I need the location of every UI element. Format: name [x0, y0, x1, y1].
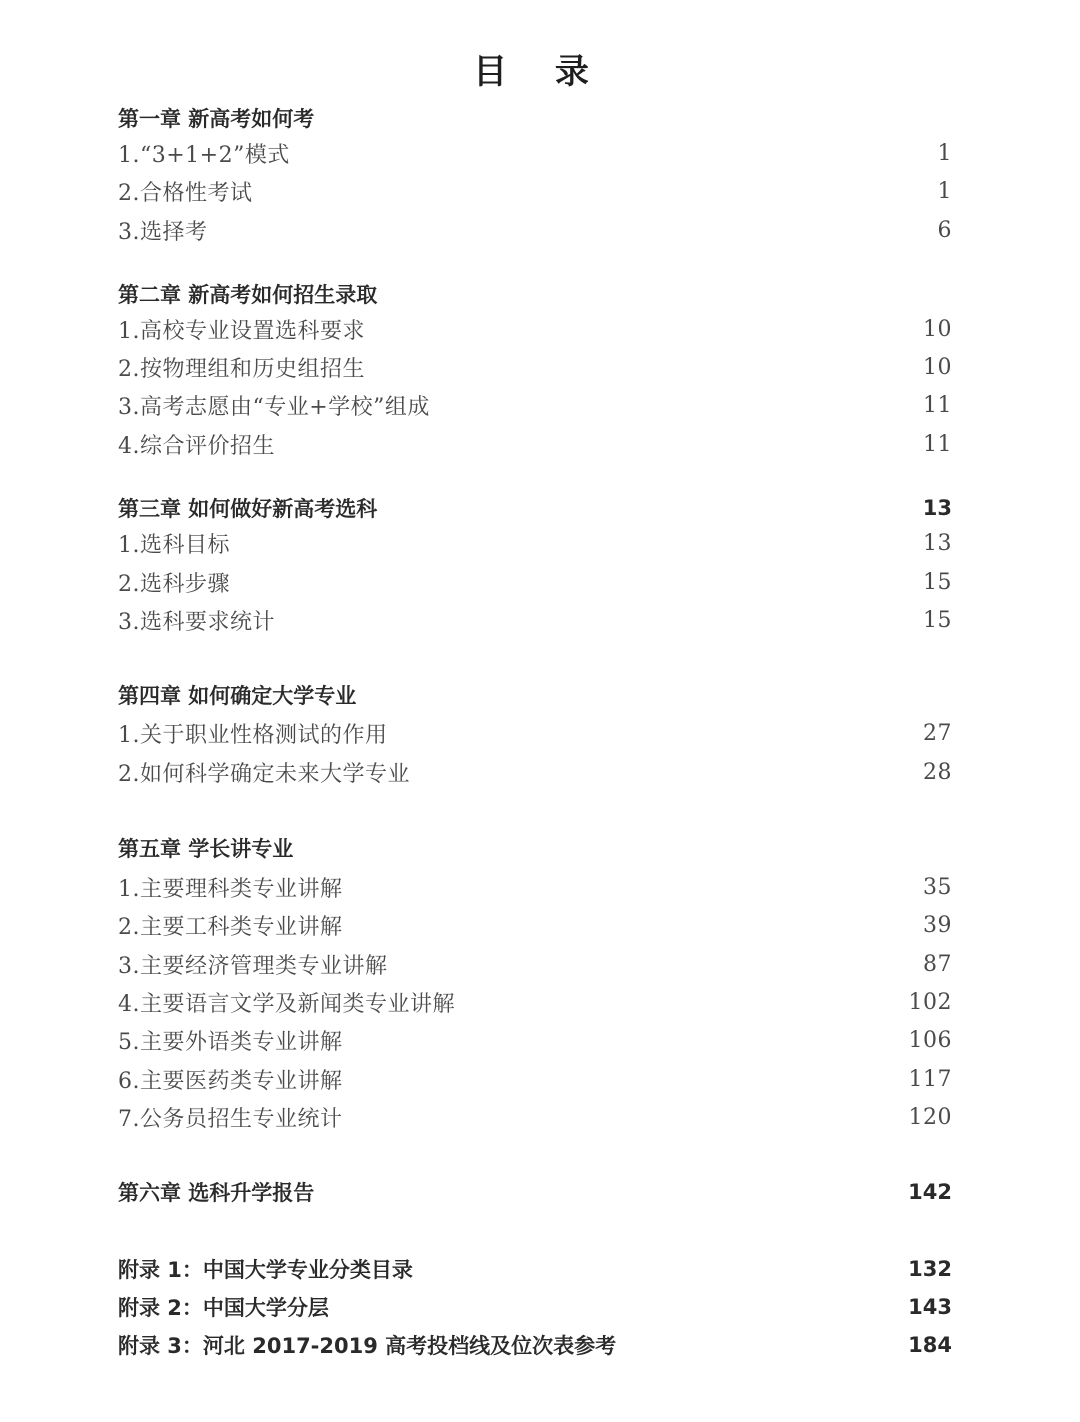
toc-page-number: 27	[923, 720, 952, 746]
toc-label: 第五章 学长讲专业	[118, 837, 294, 861]
toc-label: 第一章 新高考如何考	[118, 107, 315, 131]
toc-label: 附录 3：河北 2017-2019 高考投档线及位次表参考	[118, 1334, 617, 1358]
toc-page-number: 11	[923, 392, 952, 418]
chapter-heading	[118, 491, 952, 525]
toc-item	[118, 565, 952, 599]
toc-page-number: 10	[923, 316, 952, 342]
toc-item	[118, 870, 952, 904]
toc-label: 1.选科目标	[118, 532, 230, 558]
toc-label: 附录 2：中国大学分层	[118, 1296, 329, 1320]
toc-label: 1.主要理科类专业讲解	[118, 876, 343, 902]
chapter-heading	[118, 1175, 952, 1209]
toc-page-number: 39	[923, 912, 952, 938]
toc-item	[118, 526, 952, 560]
toc-label: 第三章 如何做好新高考选科	[118, 497, 378, 521]
toc-label: 第四章 如何确定大学专业	[118, 684, 357, 708]
toc-label: 4.主要语言文学及新闻类专业讲解	[118, 991, 455, 1017]
toc-item	[118, 312, 952, 346]
toc-page-number: 120	[908, 1104, 952, 1130]
toc-label: 附录 1：中国大学专业分类目录	[118, 1258, 413, 1282]
toc-item	[118, 908, 952, 942]
toc-label: 1.关于职业性格测试的作用	[118, 722, 388, 748]
toc-page-number: 132	[908, 1257, 952, 1281]
toc-label: 1.高校专业设置选科要求	[118, 318, 365, 344]
toc-item	[118, 174, 952, 208]
toc-label: 3.高考志愿由“专业+学校”组成	[118, 394, 430, 420]
toc-page-number: 15	[923, 569, 952, 595]
appendix-entry	[118, 1252, 952, 1286]
toc-label: 4.综合评价招生	[118, 433, 275, 459]
toc-page-number: 13	[923, 530, 952, 556]
toc-page-number: 117	[908, 1066, 952, 1092]
toc-page-number: 142	[908, 1180, 952, 1204]
toc-page-number: 6	[937, 217, 952, 243]
toc-item	[118, 427, 952, 461]
toc-page-number: 11	[923, 431, 952, 457]
toc-label: 2.按物理组和历史组招生	[118, 356, 365, 382]
toc-item	[118, 136, 952, 170]
toc-page-number: 1	[937, 140, 952, 166]
toc-page-number: 106	[908, 1027, 952, 1053]
toc-page-number: 1	[937, 178, 952, 204]
toc-item	[118, 603, 952, 637]
toc-item	[118, 1062, 952, 1096]
toc-item	[118, 947, 952, 981]
toc-page-number: 102	[908, 989, 952, 1015]
toc-label: 7.公务员招生专业统计	[118, 1106, 343, 1132]
toc-label: 2.选科步骤	[118, 571, 230, 597]
toc-page-number: 87	[923, 951, 952, 977]
toc-item	[118, 985, 952, 1019]
appendix-entry	[118, 1290, 952, 1324]
toc-item	[118, 755, 952, 789]
chapter-heading	[118, 277, 952, 311]
toc-label: 2.如何科学确定未来大学专业	[118, 761, 410, 787]
toc-label: 3.选择考	[118, 219, 208, 245]
appendix-entry	[118, 1328, 952, 1362]
toc-label: 3.选科要求统计	[118, 609, 275, 635]
toc-label: 3.主要经济管理类专业讲解	[118, 953, 388, 979]
toc-item	[118, 388, 952, 422]
chapter-heading	[118, 831, 952, 865]
toc-item	[118, 1100, 952, 1134]
toc-item	[118, 350, 952, 384]
toc-label: 2.主要工科类专业讲解	[118, 914, 343, 940]
toc-page-number: 10	[923, 354, 952, 380]
toc-label: 5.主要外语类专业讲解	[118, 1029, 343, 1055]
toc-page-number: 28	[923, 759, 952, 785]
page-title: 目 录	[473, 52, 607, 92]
toc-item	[118, 1023, 952, 1057]
toc-label: 2.合格性考试	[118, 180, 253, 206]
toc-page-number: 15	[923, 607, 952, 633]
toc-page-number: 13	[922, 496, 952, 520]
toc-label: 1.“3+1+2”模式	[118, 142, 290, 168]
toc-item	[118, 716, 952, 750]
toc-item	[118, 213, 952, 247]
toc-label: 第六章 选科升学报告	[118, 1181, 315, 1205]
chapter-heading	[118, 678, 952, 712]
toc-page-number: 184	[908, 1333, 952, 1357]
toc-page-number: 143	[908, 1295, 952, 1319]
chapter-heading	[118, 101, 952, 135]
toc-page-number: 35	[923, 874, 952, 900]
toc-label: 6.主要医药类专业讲解	[118, 1068, 343, 1094]
toc-label: 第二章 新高考如何招生录取	[118, 283, 378, 307]
